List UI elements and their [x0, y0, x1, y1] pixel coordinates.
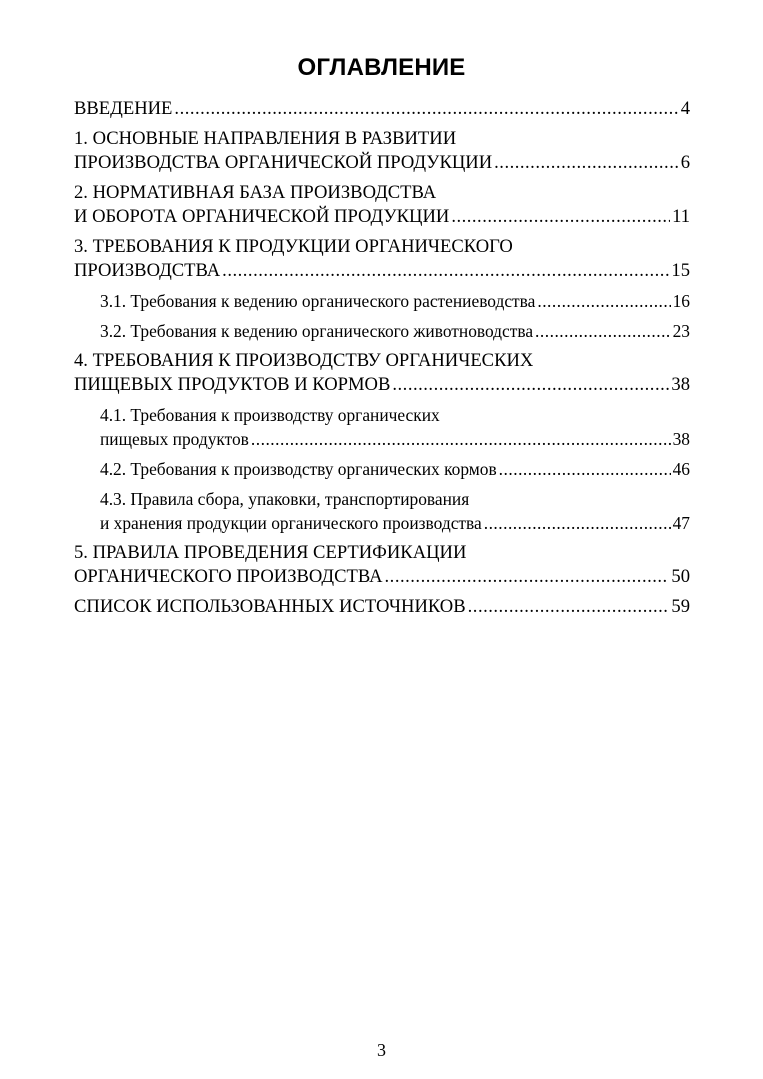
toc-entry-text-line1: 2. НОРМАТИВНАЯ БАЗА ПРОИЗВОДСТВА	[74, 182, 437, 203]
toc-entry-text: 4.2. Требования к производству органических кормов	[100, 459, 497, 479]
toc-page-number: 38	[671, 374, 690, 395]
toc-entry-chapter-3[interactable]	[74, 235, 690, 283]
toc-entry-chapter-5[interactable]	[74, 541, 690, 589]
toc-page-number: 15	[671, 260, 690, 281]
toc-entry-text-line1: 3. ТРЕБОВАНИЯ К ПРОДУКЦИИ ОРГАНИЧЕСКОГО	[74, 236, 513, 257]
toc-entry-section-4-2[interactable]	[74, 457, 690, 481]
toc-entry-text-line1: 1. ОСНОВНЫЕ НАПРАВЛЕНИЯ В РАЗВИТИИ	[74, 128, 457, 149]
toc-page-number: 16	[672, 291, 690, 311]
dot-leader	[535, 319, 671, 343]
toc-page-number: 59	[671, 596, 690, 617]
toc-page-number: 46	[672, 459, 690, 479]
toc-entry-section-3-2[interactable]	[74, 319, 690, 343]
toc-entry-section-4-1[interactable]	[74, 403, 690, 451]
dot-leader	[174, 97, 678, 121]
page-number: 3	[377, 1040, 386, 1060]
dot-leader	[537, 289, 670, 313]
toc-entry-text-line1: 4.3. Правила сбора, упаковки, транспортирования	[100, 489, 470, 509]
toc-title: ОГЛАВЛЕНИЕ	[297, 54, 466, 81]
dot-leader	[251, 427, 671, 451]
dot-leader	[484, 511, 671, 535]
toc-entry-chapter-4[interactable]	[74, 349, 690, 397]
dot-leader	[494, 151, 679, 175]
toc-entry-text-line1: 4.1. Требования к производству органических	[100, 405, 440, 425]
toc-page-number: 50	[671, 566, 690, 587]
toc-entry-references[interactable]	[74, 595, 690, 619]
toc-entry-text: ВВЕДЕНИЕ	[74, 98, 173, 119]
toc-entry-text-line1: 5. ПРАВИЛА ПРОВЕДЕНИЯ СЕРТИФИКАЦИИ	[74, 542, 467, 563]
toc-entry-chapter-1[interactable]	[74, 127, 690, 175]
dot-leader	[392, 373, 669, 397]
toc-entry-introduction[interactable]	[74, 97, 690, 121]
toc-page-number: 38	[672, 429, 690, 449]
toc-entry-text: и хранения продукции органического производства	[100, 513, 482, 533]
toc-entry-section-3-1[interactable]	[74, 289, 690, 313]
toc-entry-text: СПИСОК ИСПОЛЬЗОВАННЫХ ИСТОЧНИКОВ	[74, 596, 466, 617]
dot-leader	[451, 205, 670, 229]
toc-entry-chapter-2[interactable]	[74, 181, 690, 229]
dot-leader	[499, 457, 671, 481]
toc-page-number: 4	[680, 98, 690, 119]
dot-leader	[468, 595, 670, 619]
toc-page-number: 47	[672, 513, 690, 533]
toc-entry-text: 3.1. Требования к ведению органического растениеводства	[100, 291, 536, 311]
toc-entry-text: ПРОИЗВОДСТВА ОРГАНИЧЕСКОЙ ПРОДУКЦИИ	[74, 152, 493, 173]
toc-page-number: 6	[680, 152, 690, 173]
toc-entry-text: ПРОИЗВОДСТВА	[74, 260, 221, 281]
toc-page-number: 23	[672, 321, 690, 341]
toc-entry-text: И ОБОРОТА ОРГАНИЧЕСКОЙ ПРОДУКЦИИ	[74, 206, 450, 227]
toc-entry-text: ОРГАНИЧЕСКОГО ПРОИЗВОДСТВА	[74, 566, 383, 587]
toc-entry-text: пищевых продуктов	[100, 429, 249, 449]
toc-page-number: 11	[672, 206, 690, 227]
toc-entry-text-line1: 4. ТРЕБОВАНИЯ К ПРОИЗВОДСТВУ ОРГАНИЧЕСКИХ	[74, 350, 534, 371]
dot-leader	[222, 259, 669, 283]
toc-entry-section-4-3[interactable]	[74, 487, 690, 535]
table-of-contents	[74, 97, 690, 625]
toc-entry-text: 3.2. Требования к ведению органического животноводства	[100, 321, 534, 341]
toc-entry-text: ПИЩЕВЫХ ПРОДУКТОВ И КОРМОВ	[74, 374, 391, 395]
dot-leader	[385, 565, 670, 589]
